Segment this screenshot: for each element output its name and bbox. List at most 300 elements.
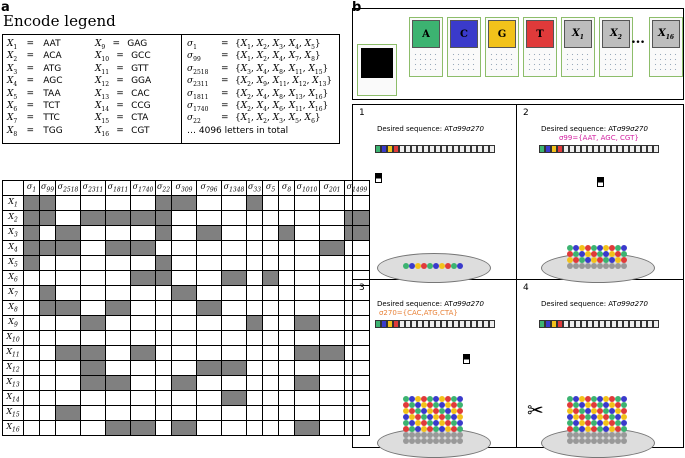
matrix-row xyxy=(3,286,370,301)
matrix-cell xyxy=(56,331,81,346)
panel-b-letter: b xyxy=(352,0,362,15)
matrix-cell xyxy=(40,316,56,331)
bead xyxy=(457,438,463,444)
matrix-cell xyxy=(81,316,106,331)
matrix-cell xyxy=(295,211,320,226)
matrix-cell xyxy=(24,376,40,391)
matrix-cell xyxy=(295,316,320,331)
matrix-cell xyxy=(131,286,156,301)
matrix-cell xyxy=(24,286,40,301)
strip-cell xyxy=(489,320,495,328)
well-texture xyxy=(451,52,477,70)
matrix-cell xyxy=(40,271,56,286)
matrix-cell xyxy=(263,316,279,331)
matrix-cell xyxy=(197,286,222,301)
matrix-cell xyxy=(40,331,56,346)
matrix-cell xyxy=(156,211,172,226)
matrix-cell xyxy=(263,301,279,316)
matrix-row-header: $X_9$ xyxy=(3,316,24,331)
matrix-cell xyxy=(295,421,320,436)
matrix-cell xyxy=(295,391,320,406)
matrix-cell xyxy=(320,406,345,421)
matrix-row xyxy=(3,391,370,406)
matrix-cell xyxy=(172,286,197,301)
matrix-cell xyxy=(24,256,40,271)
matrix-cell xyxy=(172,226,197,241)
matrix-cell xyxy=(295,376,320,391)
step-number: 1 xyxy=(359,108,365,118)
matrix-cell xyxy=(279,331,295,346)
reagent-label: T xyxy=(536,28,544,40)
matrix-cell xyxy=(222,376,247,391)
matrix-cell xyxy=(222,301,247,316)
matrix-cell xyxy=(320,241,345,256)
matrix-cell xyxy=(320,226,345,241)
matrix-cell xyxy=(247,361,263,376)
matrix-row xyxy=(3,406,370,421)
matrix-cell xyxy=(320,286,345,301)
matrix-cell xyxy=(279,346,295,361)
matrix-cell xyxy=(56,406,81,421)
matrix-col-header: $\sigma_{33}$ xyxy=(247,182,262,194)
matrix-col-header: $\sigma_{1348}$ xyxy=(222,181,247,196)
matrix-col-header: $\sigma_5$ xyxy=(263,181,279,196)
desired-sequence: Desired sequence: ATσ99σ270 xyxy=(541,125,648,133)
matrix-cell xyxy=(197,391,222,406)
matrix-row-header: $X_3$ xyxy=(3,226,24,241)
matrix-col-header: $\sigma_8$ xyxy=(279,181,295,196)
step-box xyxy=(517,105,680,279)
strip-cell xyxy=(653,320,659,328)
reagent-well xyxy=(447,17,481,77)
matrix-cell xyxy=(295,256,320,271)
codon-entry: $X_{15}$ = CTA xyxy=(95,113,149,126)
matrix-row xyxy=(3,241,370,256)
matrix-cell xyxy=(40,241,56,256)
matrix-col-header: $\sigma_{309}$ xyxy=(172,181,197,196)
matrix-cell xyxy=(295,196,320,211)
matrix-cell xyxy=(295,331,320,346)
matrix-cell xyxy=(197,196,222,211)
matrix-cell xyxy=(40,421,56,436)
codon-list xyxy=(7,39,179,139)
matrix-cell xyxy=(131,241,156,256)
matrix-cell xyxy=(197,256,222,271)
matrix-cell xyxy=(56,211,81,226)
matrix-col-header: $\sigma_{1499}$ xyxy=(345,181,370,196)
matrix-cell xyxy=(222,421,247,436)
matrix-cell xyxy=(56,376,81,391)
matrix-cell xyxy=(156,256,172,271)
matrix-cell xyxy=(81,271,106,286)
matrix-cell xyxy=(56,346,81,361)
matrix-cell xyxy=(279,301,295,316)
bead xyxy=(621,263,627,269)
step-box xyxy=(353,105,516,279)
matrix-cell xyxy=(81,421,106,436)
steps-panel xyxy=(352,104,684,448)
matrix-cell xyxy=(247,406,263,421)
matrix-cell xyxy=(263,421,279,436)
reagent-label: C xyxy=(460,28,468,40)
matrix-cell xyxy=(156,301,172,316)
matrix-row xyxy=(3,331,370,346)
well-texture xyxy=(653,52,679,70)
matrix-cell xyxy=(131,391,156,406)
matrix-cell xyxy=(106,421,131,436)
matrix-cell xyxy=(320,301,345,316)
matrix-cell xyxy=(156,271,172,286)
sequence-strip xyxy=(539,145,663,153)
wells-ellipsis: … xyxy=(631,31,645,47)
matrix-cell xyxy=(40,376,56,391)
reagent-label: $X_1$ xyxy=(572,27,584,41)
matrix-cell xyxy=(247,196,263,211)
sequence-strip xyxy=(375,145,499,153)
matrix-cell xyxy=(320,196,345,211)
matrix-cell xyxy=(222,361,247,376)
matrix-cell xyxy=(106,301,131,316)
sequence-strip xyxy=(375,320,499,328)
matrix-cell xyxy=(56,226,81,241)
desired-sequence: Desired sequence: ATσ99σ270 xyxy=(377,300,484,308)
matrix-cell xyxy=(81,406,106,421)
matrix-cell xyxy=(279,211,295,226)
matrix-cell xyxy=(172,301,197,316)
matrix-cell xyxy=(279,421,295,436)
matrix-cell xyxy=(222,211,247,226)
matrix-row-header: $X_{13}$ xyxy=(3,376,24,391)
matrix-cell xyxy=(156,391,172,406)
matrix-cell xyxy=(197,346,222,361)
matrix-cell xyxy=(320,376,345,391)
scissors-icon: ✂ xyxy=(527,398,544,422)
matrix-cell xyxy=(197,331,222,346)
matrix-row xyxy=(3,421,370,436)
desired-sequence: Desired sequence: ATσ99σ270 xyxy=(377,125,484,133)
matrix-col-header: $\sigma_{99}$ xyxy=(40,182,55,194)
matrix-cell xyxy=(156,421,172,436)
sigma-entry: $\sigma_{1811}$ = {$X_2$, $X_4$, $X_8$, $X_{13}$, $X_{16}$} xyxy=(187,88,329,101)
matrix-cell xyxy=(295,301,320,316)
matrix-cell xyxy=(279,271,295,286)
matrix-cell xyxy=(222,331,247,346)
step-number: 3 xyxy=(359,283,365,293)
matrix-cell xyxy=(131,331,156,346)
matrix-cell xyxy=(222,406,247,421)
matrix-cell xyxy=(263,226,279,241)
matrix-cell xyxy=(156,286,172,301)
well-texture xyxy=(565,52,591,70)
well-texture xyxy=(603,52,629,70)
matrix-cell xyxy=(172,376,197,391)
matrix-cell xyxy=(247,421,263,436)
codon-entry: $X_2$ = ACA xyxy=(7,51,62,64)
matrix-cell xyxy=(279,361,295,376)
matrix-cell xyxy=(106,211,131,226)
matrix-cell xyxy=(172,421,197,436)
codon-entry: $X_3$ = ATG xyxy=(7,63,62,76)
reagent-label: A xyxy=(422,28,430,40)
matrix-cell xyxy=(279,256,295,271)
strip-cell xyxy=(489,145,495,153)
bead-grid xyxy=(567,396,629,444)
codon-entry: $X_1$ = AAT xyxy=(7,39,61,51)
matrix-cell xyxy=(263,361,279,376)
reagent-chip xyxy=(602,20,630,48)
matrix-cell xyxy=(263,346,279,361)
reagent-well xyxy=(485,17,519,77)
matrix-cell xyxy=(131,421,156,436)
legend-divider xyxy=(181,35,182,143)
matrix-cell xyxy=(247,226,263,241)
codon-entry: $X_4$ = AGC xyxy=(7,76,63,88)
matrix-corner xyxy=(3,181,24,196)
matrix-cell xyxy=(24,211,40,226)
legend-title: Encode legend xyxy=(3,12,116,30)
matrix-col-header: $\sigma_{22}$ xyxy=(156,182,171,194)
matrix-cell xyxy=(56,256,81,271)
matrix-cell xyxy=(247,301,263,316)
matrix-cell xyxy=(222,271,247,286)
matrix-cell xyxy=(320,331,345,346)
matrix-cell xyxy=(106,196,131,211)
matrix-cell xyxy=(106,226,131,241)
wells-panel xyxy=(352,8,684,100)
matrix-cell xyxy=(172,211,197,226)
matrix-cell xyxy=(40,226,56,241)
matrix-cell xyxy=(320,421,345,436)
bead xyxy=(457,263,463,269)
matrix-cell xyxy=(24,241,40,256)
matrix-cell xyxy=(279,376,295,391)
sequence-strip xyxy=(539,320,663,328)
matrix-cell xyxy=(24,301,40,316)
matrix-col-header: $\sigma_{2311}$ xyxy=(81,181,106,196)
matrix-cell xyxy=(295,346,320,361)
matrix-cell xyxy=(156,376,172,391)
step-box xyxy=(517,280,680,454)
matrix-cell xyxy=(279,241,295,256)
matrix-cell xyxy=(263,391,279,406)
matrix-row-header: $X_{14}$ xyxy=(3,391,24,406)
matrix-cell xyxy=(40,406,56,421)
matrix-cell xyxy=(172,271,197,286)
sigma-entry: $\sigma_{2311}$ = {$X_2$, $X_9$, $X_{11}$, $X_{12}$, $X_{13}$} xyxy=(187,76,333,88)
matrix-row-header: $X_1$ xyxy=(3,196,24,211)
matrix-row-header: $X_{15}$ xyxy=(3,406,24,421)
matrix-cell xyxy=(131,361,156,376)
bead xyxy=(621,438,627,444)
matrix-cell xyxy=(279,391,295,406)
codon-entry: $X_7$ = TTC xyxy=(7,113,60,126)
matrix-cell xyxy=(106,361,131,376)
matrix-row xyxy=(3,196,370,211)
matrix-row xyxy=(3,361,370,376)
matrix-cell xyxy=(172,196,197,211)
matrix-cell xyxy=(172,241,197,256)
matrix-cell xyxy=(40,196,56,211)
matrix-cell xyxy=(222,226,247,241)
matrix-col-header: $\sigma_{2518}$ xyxy=(56,181,81,196)
matrix-cell xyxy=(131,301,156,316)
matrix-cell xyxy=(40,361,56,376)
well-texture xyxy=(489,52,515,70)
matrix-cell xyxy=(197,301,222,316)
matrix-cell xyxy=(172,256,197,271)
reagent-well xyxy=(523,17,557,77)
matrix-cell xyxy=(172,331,197,346)
matrix-cell xyxy=(247,316,263,331)
reagent-chip xyxy=(526,20,554,48)
matrix-cell xyxy=(247,271,263,286)
matrix-cell xyxy=(24,271,40,286)
matrix-cell xyxy=(106,286,131,301)
matrix-cell xyxy=(263,376,279,391)
legend-footer: … 4096 letters in total xyxy=(187,125,289,136)
codon-entry: $X_{11}$ = GTT xyxy=(95,63,149,76)
matrix-cell xyxy=(56,316,81,331)
matrix-cell xyxy=(263,271,279,286)
matrix-cell xyxy=(131,196,156,211)
matrix-row xyxy=(3,346,370,361)
black-well xyxy=(357,44,397,96)
matrix-cell xyxy=(197,226,222,241)
matrix-col-header: $\sigma_{1010}$ xyxy=(295,181,320,196)
matrix-cell xyxy=(24,196,40,211)
print-head xyxy=(375,173,382,183)
matrix-cell xyxy=(279,316,295,331)
matrix-cell xyxy=(263,256,279,271)
matrix-row xyxy=(3,316,370,331)
matrix-cell xyxy=(81,376,106,391)
matrix-cell xyxy=(81,346,106,361)
matrix-cell xyxy=(172,316,197,331)
matrix-cell xyxy=(81,241,106,256)
matrix-cell xyxy=(320,346,345,361)
reagent-chip xyxy=(450,20,478,48)
matrix-row xyxy=(3,271,370,286)
sigma-entry: $\sigma_{2518}$ = {$X_3$, $X_4$, $X_8$, $X_{11}$, $X_{15}$} xyxy=(187,63,329,76)
sigma-expansion: σ270={CAC,ATG,CTA} xyxy=(379,309,458,317)
matrix-row xyxy=(3,376,370,391)
bead-grid xyxy=(403,396,465,444)
matrix-cell xyxy=(156,331,172,346)
matrix-cell xyxy=(156,346,172,361)
matrix-cell xyxy=(24,421,40,436)
matrix-cell xyxy=(247,376,263,391)
matrix-cell xyxy=(247,211,263,226)
matrix-row-header: $X_5$ xyxy=(3,256,24,271)
matrix-cell xyxy=(81,391,106,406)
matrix-cell xyxy=(56,361,81,376)
bead-row xyxy=(403,438,465,444)
matrix-row-header: $X_4$ xyxy=(3,241,24,256)
matrix-cell xyxy=(279,196,295,211)
codon-entry: $X_6$ = TCT xyxy=(7,101,61,113)
matrix-cell xyxy=(56,301,81,316)
matrix-cell xyxy=(197,376,222,391)
sigma-entry: $\sigma_{22}$ = {$X_1$, $X_2$, $X_3$, $X_5$, $X_6$} xyxy=(187,113,321,126)
matrix-cell xyxy=(172,391,197,406)
reagent-wells xyxy=(409,17,679,77)
matrix-cell xyxy=(131,256,156,271)
bead-grid xyxy=(567,245,629,269)
matrix-cell xyxy=(156,361,172,376)
matrix-cell xyxy=(263,196,279,211)
reagent-chip xyxy=(564,20,592,48)
panel-a-letter: a xyxy=(1,0,10,15)
matrix-cell xyxy=(40,256,56,271)
matrix-cell xyxy=(197,406,222,421)
matrix-row xyxy=(3,211,370,226)
matrix-cell xyxy=(320,391,345,406)
reagent-chip xyxy=(488,20,516,48)
matrix-cell xyxy=(197,421,222,436)
matrix-cell xyxy=(222,241,247,256)
matrix-cell xyxy=(40,346,56,361)
matrix-cell xyxy=(106,346,131,361)
print-head xyxy=(597,177,604,187)
matrix-col-header: $\sigma_1$ xyxy=(24,181,40,196)
codon-entry: $X_5$ = TAA xyxy=(7,88,61,101)
matrix-cell xyxy=(247,331,263,346)
reagent-label: $X_{16}$ xyxy=(657,27,675,41)
reagent-well xyxy=(649,17,683,77)
matrix-row-header: $X_6$ xyxy=(3,271,24,286)
matrix-cell xyxy=(263,406,279,421)
matrix-cell xyxy=(279,406,295,421)
matrix-cell xyxy=(156,196,172,211)
codon-entry: $X_{16}$ = CGT xyxy=(95,125,150,138)
reagent-label: $X_2$ xyxy=(610,27,622,41)
matrix-row-header: $X_7$ xyxy=(3,286,24,301)
matrix-cell xyxy=(24,346,40,361)
reagent-well xyxy=(409,17,443,77)
matrix-col-header: $\sigma_{1740}$ xyxy=(131,181,156,196)
step-number: 2 xyxy=(523,108,529,118)
reagent-chip xyxy=(412,20,440,48)
desired-sequence: Desired sequence: ATσ99σ270 xyxy=(541,300,648,308)
matrix-cell xyxy=(197,211,222,226)
matrix-cell xyxy=(56,286,81,301)
bead-row xyxy=(567,438,629,444)
matrix-cell xyxy=(40,211,56,226)
matrix-cell xyxy=(131,376,156,391)
matrix-cell xyxy=(156,226,172,241)
sigma-expansion: σ99={AAT, AGC, CGT} xyxy=(559,134,639,142)
matrix-cell xyxy=(156,241,172,256)
matrix-row xyxy=(3,256,370,271)
reagent-well xyxy=(599,17,633,77)
reagent-chip xyxy=(652,20,680,48)
step-number: 4 xyxy=(523,283,529,293)
adjacency-matrix xyxy=(2,180,370,436)
matrix-cell xyxy=(320,256,345,271)
matrix-cell xyxy=(24,331,40,346)
matrix-cell xyxy=(172,346,197,361)
print-head xyxy=(463,354,470,364)
reagent-well xyxy=(561,17,595,77)
bead-grid xyxy=(403,263,465,269)
bead-row xyxy=(403,263,465,269)
matrix-cell xyxy=(131,271,156,286)
matrix-cell xyxy=(40,301,56,316)
matrix-cell xyxy=(263,211,279,226)
matrix-cell xyxy=(56,271,81,286)
matrix-col-header: $\sigma_{201}$ xyxy=(320,181,345,196)
matrix-cell xyxy=(172,361,197,376)
